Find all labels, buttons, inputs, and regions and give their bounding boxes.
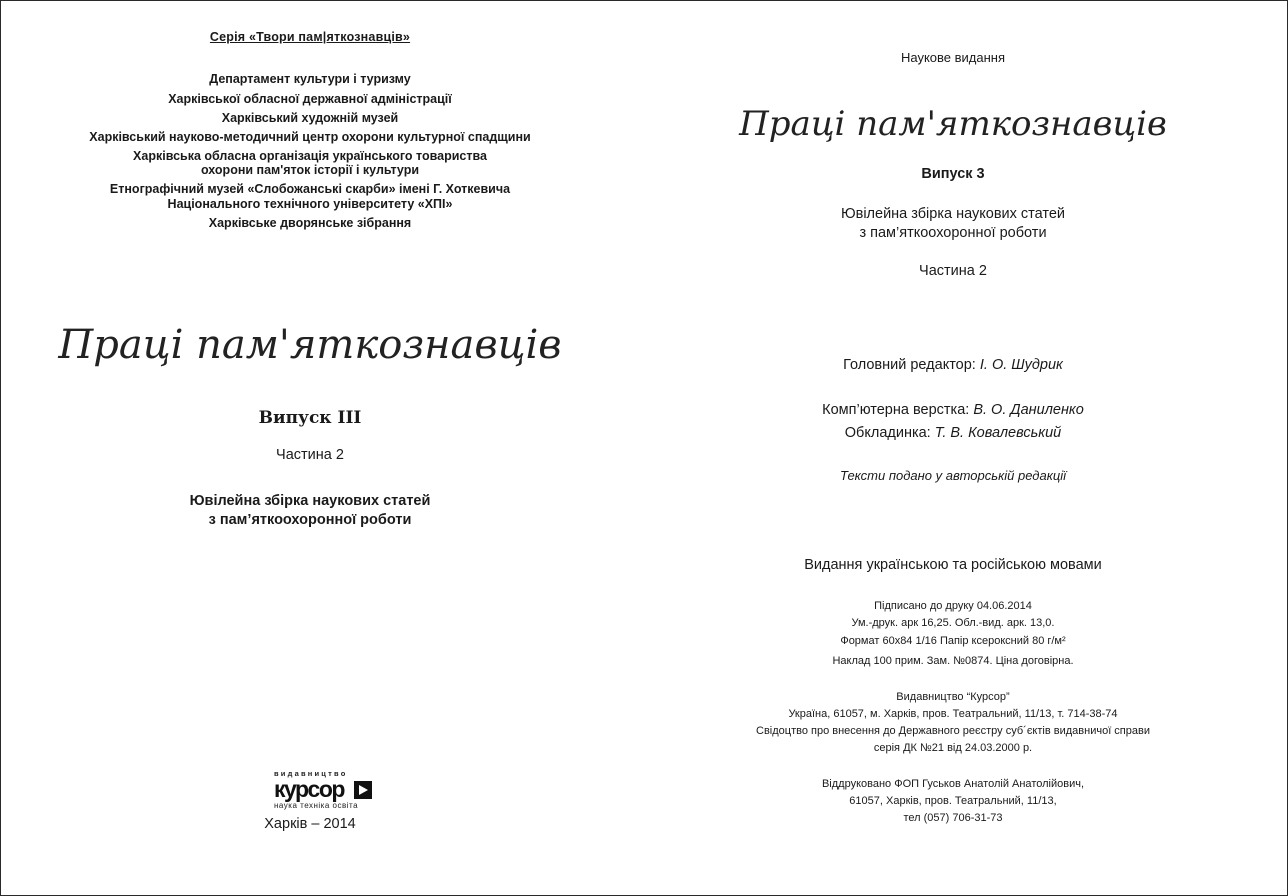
publisher-info-line: Україна, 61057, м. Харків, пров. Театральний, 11/13, т. 714-38-74: [788, 708, 1118, 720]
org-line: Департамент культури і туризму: [209, 72, 411, 86]
credit-label: Комп’ютерна верстка:: [822, 402, 970, 418]
series-name: Серія «Твори пам|яткознавців»: [209, 30, 411, 44]
credit-name: В. О. Даниленко: [973, 402, 1084, 418]
credit-chief-editor: [716, 357, 1190, 373]
publisher-logo: [274, 769, 374, 813]
credit-name: Т. В. Ковалевський: [934, 425, 1062, 441]
org-line: Національного технічного університету «ХПІ»: [167, 197, 453, 211]
credit-cover: [716, 425, 1190, 441]
print-info-line: Ум.-друк. арк 16,25. Обл.-вид. арк. 13,0.: [851, 617, 1055, 629]
part-label: Частина 2: [919, 263, 987, 279]
logo-tagline: наука техніка освіта: [274, 801, 359, 810]
book-title: Праці пам'яткознавців: [58, 322, 562, 368]
subtitle-line: з пам’яткоохоронної роботи: [859, 225, 1047, 241]
subtitle-line: з пам’яткоохоронної роботи: [208, 512, 412, 528]
org-line: Харківський художній музей: [221, 111, 399, 125]
print-info-line: Підписано до друку 04.06.2014: [874, 600, 1032, 612]
subtitle-line: Ювілейна збірка наукових статей: [840, 206, 1066, 222]
city-year: Харків – 2014: [264, 816, 356, 832]
org-line: Харківська обласна організація українського товариства: [133, 149, 487, 163]
book-title: Праці пам'яткознавців: [739, 104, 1167, 144]
part-label: Частина 2: [276, 447, 344, 463]
credit-name: І. О. Шудрик: [979, 357, 1063, 373]
credit-label: Головний редактор:: [843, 357, 976, 373]
publisher-info-line: Свідоцтво про внесення до Державного реєстру суб´єктів видавничої справи: [756, 725, 1150, 737]
org-line: Харківської обласної державної адміністрації: [168, 92, 452, 106]
languages-note: Видання українською та російською мовами: [804, 557, 1102, 573]
subtitle-line: Ювілейна збірка наукових статей: [189, 493, 431, 509]
issue-label: Випуск III: [258, 408, 362, 428]
org-line: охорони пам'яток історії і культури: [200, 163, 420, 177]
org-line: Харківське дворянське зібрання: [208, 216, 412, 230]
play-arrow-icon: [354, 781, 372, 799]
credit-layout: [716, 402, 1190, 418]
publisher-info-line: Видавництво “Курсор”: [896, 691, 1010, 703]
logo-top-text: видавництво: [274, 769, 348, 778]
printer-info-line: 61057, Харків, пров. Театральний, 11/13,: [849, 795, 1057, 807]
credit-label: Обкладинка:: [844, 425, 931, 441]
printer-info-line: Віддруковано ФОП Гуськов Анатолій Анатолійович,: [821, 778, 1085, 790]
print-info-line: Наклад 100 прим. Зам. №0874. Ціна договірна.: [832, 655, 1074, 667]
logo-wordmark: курсор: [274, 776, 344, 802]
org-line: Етнографічний музей «Слобожанські скарби» імені Г. Хоткевича: [109, 182, 511, 196]
printer-info-line: тел (057) 706-31-73: [903, 812, 1003, 824]
author-note: Тексти подано у авторській редакції: [839, 468, 1067, 483]
publisher-info-line: серія ДК №21 від 24.03.2000 р.: [873, 742, 1033, 754]
issue-label: Випуск 3: [921, 166, 985, 182]
print-info-line: Формат 60х84 1/16 Папір ксерокcний 80 г/м²: [840, 635, 1066, 647]
edition-type: Наукове видання: [900, 50, 1006, 65]
org-line: Харківський науково-методичний центр охорони культурної спадщини: [89, 130, 531, 144]
